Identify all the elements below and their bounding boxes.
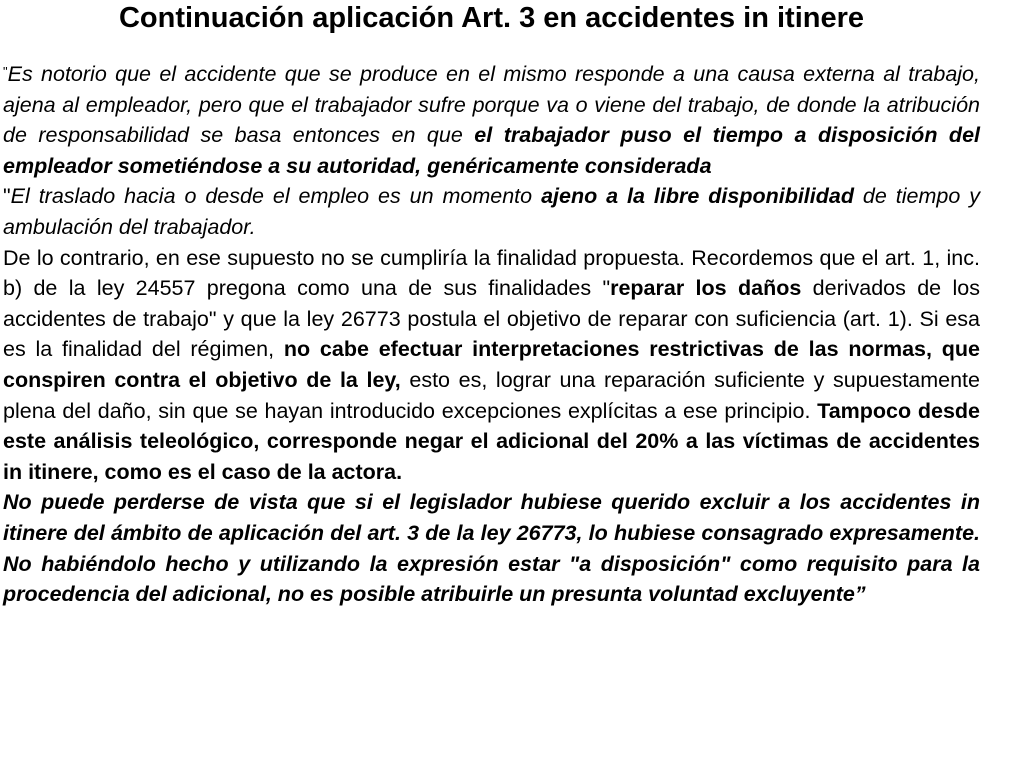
- opening-quote-mark: ": [3, 184, 11, 209]
- argument-bold-1: reparar los daños: [610, 276, 802, 301]
- quote-paragraph-1: [3, 57, 980, 181]
- quote-1-italic-text: Es notorio que el accidente que se produce en el mismo responde a una causa externa al trabajo, ajena al empleador, pero que el trabajador sufre porque va o viene del trabajo, de donde la atribución de responsabilidad se basa entonces en que: [3, 62, 980, 148]
- quote-1-bold-italic-text: el trabajador puso el tiempo a disposición del empleador sometiéndose a su autoridad, genéricamente considerada: [3, 123, 980, 178]
- quote-2-italic-text: El traslado hacia o desde el empleo es un momento: [10, 184, 542, 209]
- argument-paragraph: [3, 243, 980, 488]
- quote-2-italic-tail: de tiempo y ambulación del trabajador.: [3, 184, 980, 239]
- conclusion-paragraph: No puede perderse de vista que si el legislador hubiese querido excluir a los accidentes in itinere del ámbito de aplicación del art. 3 de la ley 26773, lo hubiese consagrado expresamente. No habiéndolo hecho y utilizando la expresión estar "a disposición" como requisito para la procedencia del adicional, no es posible atribuirle un presunta voluntad excluyente”: [3, 490, 980, 607]
- quote-paragraph-2: [3, 181, 980, 242]
- slide-title: Continuación aplicación Art. 3 en accidentes in itinere: [118, 2, 865, 34]
- argument-bold-2: no cabe efectuar interpretaciones restrictivas de las normas, que conspiren contra el objetivo de la ley,: [3, 337, 980, 392]
- argument-text-3: esto es, lograr una reparación suficiente y supuestamente plena del daño, sin que se hayan introducido excepciones explícitas a ese principio.: [3, 367, 980, 423]
- quote-2-bold-italic-text: ajeno a la libre disponibilidad: [541, 184, 854, 209]
- argument-bold-3: Tampoco desde este análisis teleológico, corresponde negar el adicional del 20% a las víctimas de accidentes in itinere, como es el caso de la actora.: [3, 398, 980, 484]
- argument-text-2: derivados de los accidentes de trabajo" y que la ley 26773 postula el objetivo de reparar con suficiencia (art. 1). Si esa es la finalidad del régimen,: [3, 276, 980, 362]
- argument-text-1: De lo contrario, en ese supuesto no se cumpliría la finalidad propuesta. Recordemos que el art. 1, inc. b) de la ley 24557 pregona como una de sus finalidades ": [3, 245, 980, 301]
- slide-body: [3, 57, 980, 610]
- opening-quote-mark: ": [3, 64, 8, 79]
